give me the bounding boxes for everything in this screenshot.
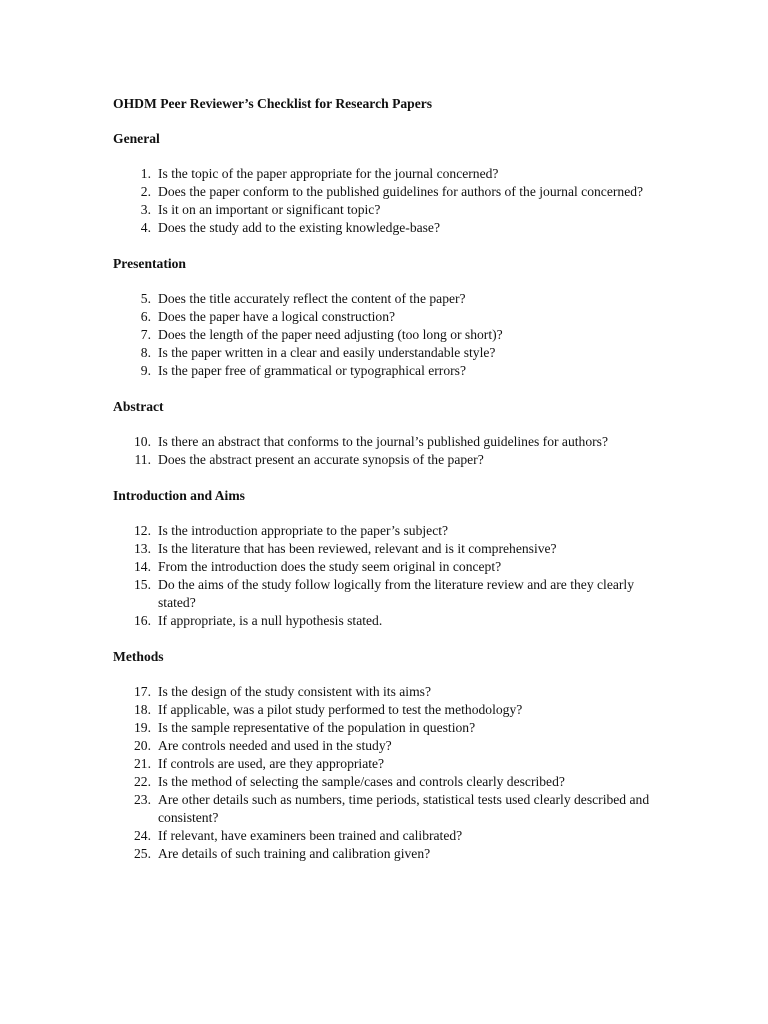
item-text: Is the method of selecting the sample/cases and controls clearly described? <box>158 774 565 789</box>
item-number: 2. <box>140 184 151 199</box>
checklist <box>113 290 673 380</box>
section-heading: Abstract <box>113 399 164 414</box>
item-number: 1. <box>140 166 151 181</box>
item-text: If applicable, was a pilot study performed to test the methodology? <box>158 702 523 717</box>
document-title: OHDM Peer Reviewer’s Checklist for Research Papers <box>113 96 433 111</box>
checklist-item <box>113 165 673 183</box>
item-number: 19. <box>134 720 151 735</box>
checklist-item <box>113 845 673 863</box>
item-number: 5. <box>140 291 151 306</box>
checklist-item <box>113 558 673 576</box>
checklist-item <box>113 683 673 701</box>
item-text: Does the paper conform to the published guidelines for authors of the journal concerned? <box>158 184 644 199</box>
item-number: 4. <box>140 220 151 235</box>
item-text: Is the design of the study consistent with its aims? <box>158 684 431 699</box>
section-methods <box>113 648 673 863</box>
checklist <box>113 522 673 630</box>
item-number: 15. <box>134 577 151 592</box>
item-number: 3. <box>140 202 151 217</box>
item-number: 21. <box>134 756 151 771</box>
item-text: Is the literature that has been reviewed, relevant and is it comprehensive? <box>158 541 557 556</box>
checklist-item <box>113 576 673 612</box>
item-text: Do the aims of the study follow logically from the literature review and are they clearly stated? <box>158 577 634 610</box>
item-text: Is the introduction appropriate to the paper’s subject? <box>158 523 449 538</box>
checklist-item <box>113 540 673 558</box>
item-text: Is the sample representative of the population in question? <box>158 720 476 735</box>
item-text: Does the study add to the existing knowledge-base? <box>158 220 441 235</box>
item-number: 7. <box>140 327 151 342</box>
item-number: 16. <box>134 613 151 628</box>
checklist-item <box>113 326 673 344</box>
item-text: Is it on an important or significant topic? <box>158 202 381 217</box>
checklist-item <box>113 290 673 308</box>
item-text: If relevant, have examiners been trained and calibrated? <box>158 828 463 843</box>
item-number: 17. <box>134 684 151 699</box>
section-heading: General <box>113 131 160 146</box>
item-text: Does the title accurately reflect the content of the paper? <box>158 291 466 306</box>
item-number: 11. <box>134 452 151 467</box>
checklist <box>113 165 673 237</box>
checklist-item <box>113 791 673 827</box>
checklist-item <box>113 701 673 719</box>
item-number: 13. <box>134 541 151 556</box>
item-text: Are controls needed and used in the study? <box>158 738 392 753</box>
item-text: Are details of such training and calibration given? <box>158 846 431 861</box>
checklist-item <box>113 612 673 630</box>
item-text: If controls are used, are they appropriate? <box>158 756 385 771</box>
section-heading: Methods <box>113 649 164 664</box>
item-text: Is the paper free of grammatical or typographical errors? <box>158 363 466 378</box>
section-abstract <box>113 398 673 469</box>
checklist-item <box>113 219 673 237</box>
checklist-item <box>113 362 673 380</box>
checklist-item <box>113 183 673 201</box>
checklist-item <box>113 737 673 755</box>
checklist-item <box>113 755 673 773</box>
item-number: 8. <box>140 345 151 360</box>
section-heading: Introduction and Aims <box>113 488 245 503</box>
checklist-item <box>113 451 673 469</box>
item-number: 14. <box>134 559 151 574</box>
item-text: Is the paper written in a clear and easily understandable style? <box>158 345 496 360</box>
item-number: 22. <box>134 774 151 789</box>
item-number: 18. <box>134 702 151 717</box>
checklist-item <box>113 827 673 845</box>
section-heading: Presentation <box>113 256 186 271</box>
checklist-item <box>113 201 673 219</box>
item-number: 6. <box>140 309 151 324</box>
item-number: 23. <box>134 792 151 807</box>
item-text: Does the abstract present an accurate synopsis of the paper? <box>158 452 484 467</box>
section-general <box>113 130 673 237</box>
item-number: 20. <box>134 738 151 753</box>
section-introduction-and-aims <box>113 487 673 630</box>
item-number: 10. <box>134 434 151 449</box>
item-number: 9. <box>140 363 151 378</box>
checklist-item <box>113 308 673 326</box>
item-text: Is there an abstract that conforms to the journal’s published guidelines for authors? <box>158 434 608 449</box>
checklist-item <box>113 522 673 540</box>
checklist <box>113 433 673 469</box>
section-presentation <box>113 255 673 380</box>
checklist-item <box>113 719 673 737</box>
item-text: If appropriate, is a null hypothesis stated. <box>158 613 383 628</box>
item-number: 25. <box>134 846 151 861</box>
checklist-item <box>113 433 673 451</box>
checklist-item <box>113 773 673 791</box>
item-text: Does the length of the paper need adjusting (too long or short)? <box>158 327 503 342</box>
item-text: Does the paper have a logical construction? <box>158 309 396 324</box>
document-page <box>113 95 673 881</box>
checklist <box>113 683 673 863</box>
item-text: From the introduction does the study seem original in concept? <box>158 559 502 574</box>
item-text: Are other details such as numbers, time periods, statistical tests used clearly described and consistent? <box>158 792 650 825</box>
item-text: Is the topic of the paper appropriate for the journal concerned? <box>158 166 499 181</box>
item-number: 24. <box>134 828 151 843</box>
item-number: 12. <box>134 523 151 538</box>
checklist-item <box>113 344 673 362</box>
